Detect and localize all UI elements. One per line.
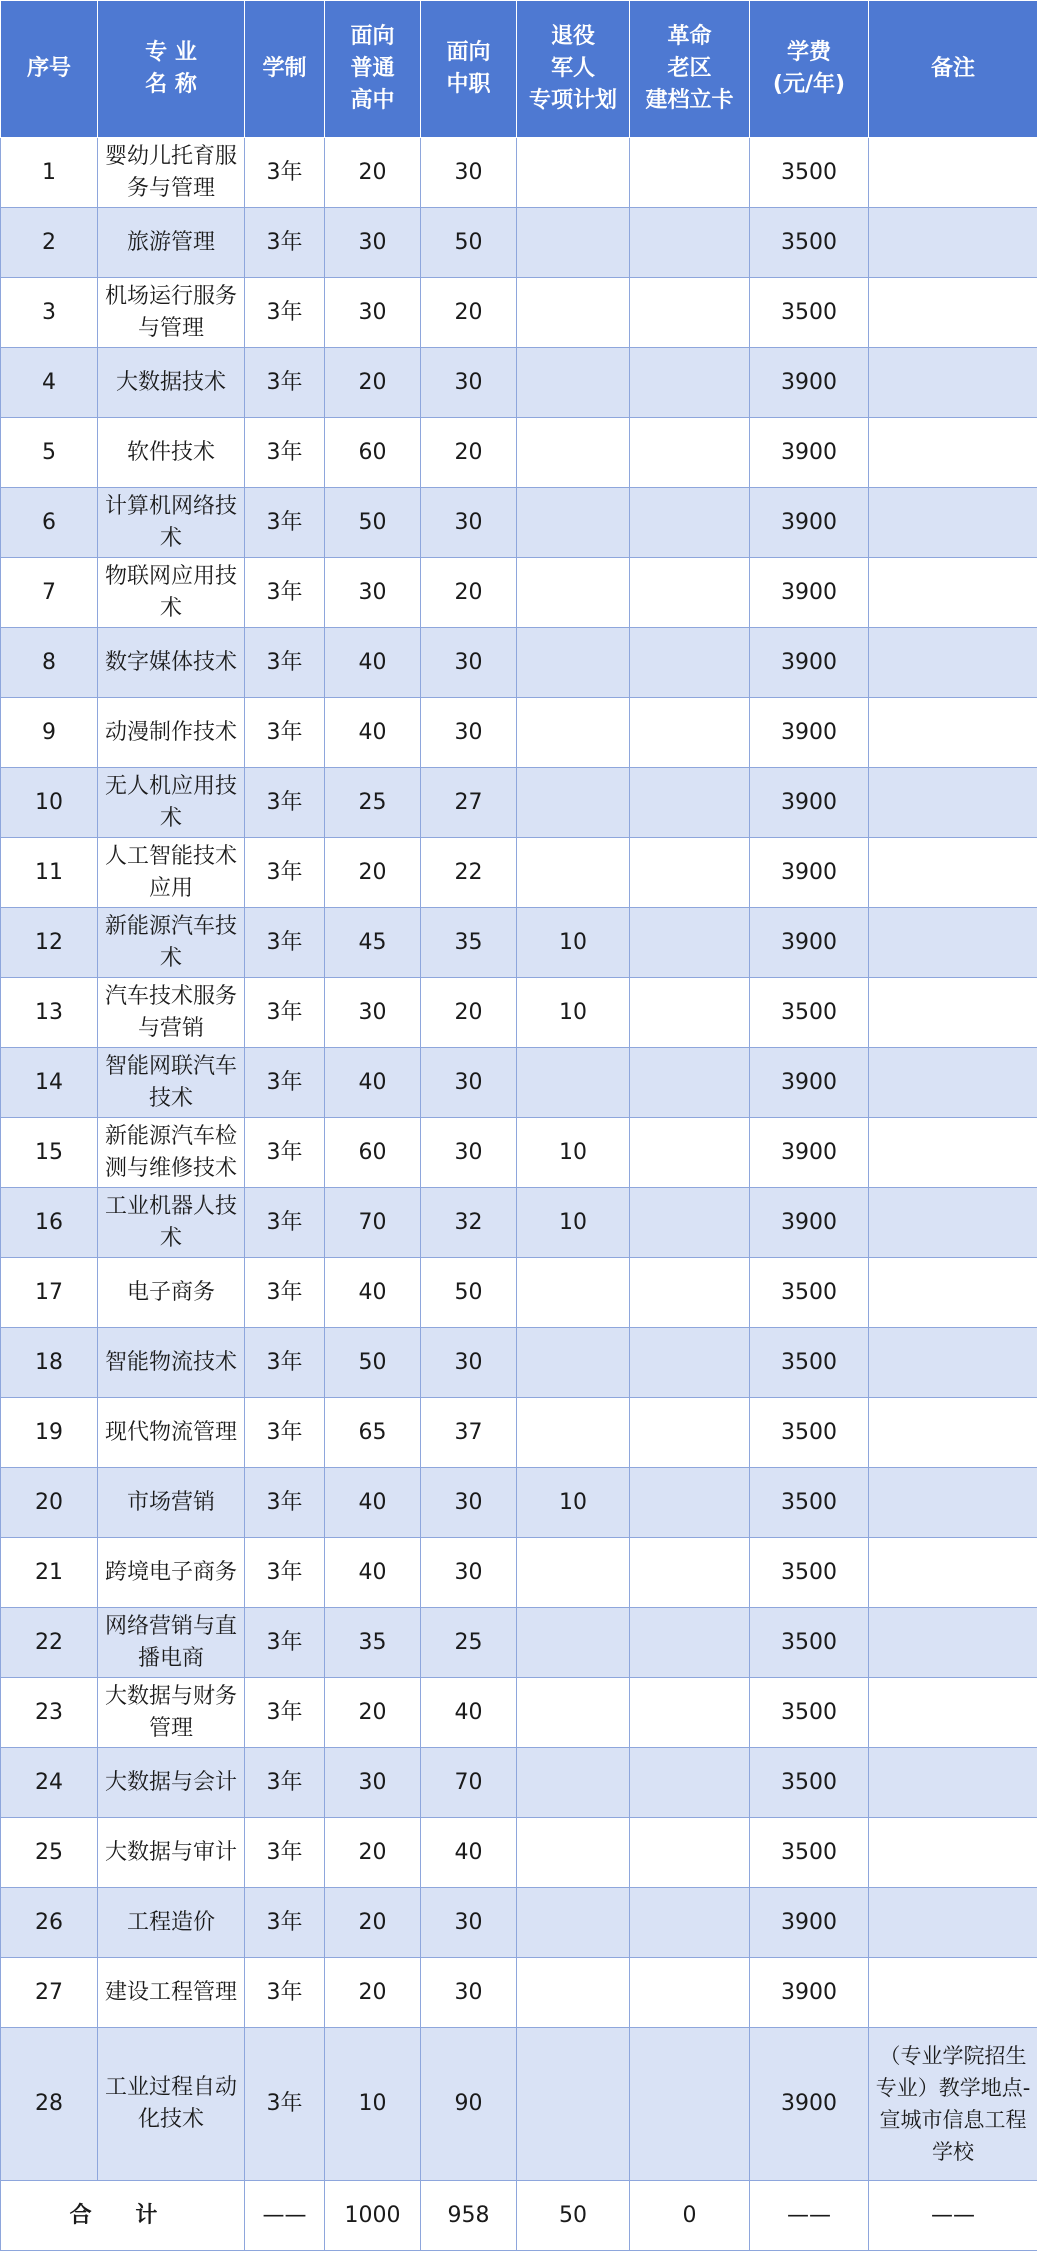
cell-duration: 3年 — [245, 1538, 325, 1608]
cell-note — [869, 1538, 1037, 1608]
cell-vocational: 35 — [421, 908, 517, 978]
cell-seq: 8 — [1, 628, 98, 698]
cell-duration: 3年 — [245, 1118, 325, 1188]
cell-duration: 3年 — [245, 1958, 325, 2028]
cell-revolution — [630, 348, 750, 418]
header-note: 备注 — [869, 1, 1037, 138]
cell-seq: 13 — [1, 978, 98, 1048]
table-row — [1, 1188, 1037, 1258]
cell-revolution — [630, 2028, 750, 2181]
cell-high-school: 30 — [325, 978, 421, 1048]
table-row — [1, 2028, 1037, 2181]
total-duration: —— — [245, 2181, 325, 2251]
cell-vocational: 30 — [421, 1958, 517, 2028]
table-row — [1, 768, 1037, 838]
cell-revolution — [630, 1818, 750, 1888]
cell-major: 婴幼儿托育服务与管理 — [98, 138, 245, 208]
cell-revolution — [630, 1398, 750, 1468]
cell-major: 机场运行服务与管理 — [98, 278, 245, 348]
total-vocational: 958 — [421, 2181, 517, 2251]
cell-duration: 3年 — [245, 348, 325, 418]
table-row — [1, 628, 1037, 698]
header-revolution: 革命 老区 建档立卡 — [630, 1, 750, 138]
cell-seq: 23 — [1, 1678, 98, 1748]
cell-veterans — [517, 1328, 630, 1398]
cell-major: 计算机网络技术 — [98, 488, 245, 558]
cell-veterans — [517, 558, 630, 628]
cell-note — [869, 1398, 1037, 1468]
table-row — [1, 838, 1037, 908]
header-vocational: 面向 中职 — [421, 1, 517, 138]
cell-high-school: 40 — [325, 1258, 421, 1328]
cell-revolution — [630, 1188, 750, 1258]
cell-veterans — [517, 1818, 630, 1888]
table-row — [1, 698, 1037, 768]
cell-revolution — [630, 138, 750, 208]
cell-duration: 3年 — [245, 1888, 325, 1958]
table-row — [1, 1608, 1037, 1678]
cell-high-school: 50 — [325, 488, 421, 558]
cell-seq: 5 — [1, 418, 98, 488]
cell-tuition: 3500 — [750, 208, 869, 278]
cell-revolution — [630, 208, 750, 278]
cell-high-school: 25 — [325, 768, 421, 838]
table-row — [1, 1258, 1037, 1328]
cell-revolution — [630, 1958, 750, 2028]
cell-duration: 3年 — [245, 628, 325, 698]
header-tuition: 学费 (元/年) — [750, 1, 869, 138]
cell-vocational: 20 — [421, 558, 517, 628]
cell-seq: 19 — [1, 1398, 98, 1468]
cell-major: 动漫制作技术 — [98, 698, 245, 768]
cell-veterans: 10 — [517, 978, 630, 1048]
cell-note — [869, 1678, 1037, 1748]
cell-tuition: 3500 — [750, 1818, 869, 1888]
cell-veterans — [517, 138, 630, 208]
cell-tuition: 3900 — [750, 348, 869, 418]
cell-revolution — [630, 1328, 750, 1398]
total-veterans: 50 — [517, 2181, 630, 2251]
cell-tuition: 3900 — [750, 908, 869, 978]
cell-major: 跨境电子商务 — [98, 1538, 245, 1608]
cell-revolution — [630, 1118, 750, 1188]
cell-high-school: 30 — [325, 278, 421, 348]
cell-seq: 4 — [1, 348, 98, 418]
cell-revolution — [630, 908, 750, 978]
cell-seq: 9 — [1, 698, 98, 768]
cell-tuition: 3500 — [750, 1678, 869, 1748]
cell-seq: 22 — [1, 1608, 98, 1678]
cell-veterans — [517, 348, 630, 418]
cell-major: 大数据技术 — [98, 348, 245, 418]
cell-major: 软件技术 — [98, 418, 245, 488]
cell-veterans — [517, 1678, 630, 1748]
cell-high-school: 60 — [325, 418, 421, 488]
cell-seq: 27 — [1, 1958, 98, 2028]
cell-revolution — [630, 1468, 750, 1538]
cell-major: 智能物流技术 — [98, 1328, 245, 1398]
table-row — [1, 978, 1037, 1048]
cell-seq: 12 — [1, 908, 98, 978]
cell-vocational: 20 — [421, 418, 517, 488]
cell-high-school: 70 — [325, 1188, 421, 1258]
table-row — [1, 908, 1037, 978]
total-high-school: 1000 — [325, 2181, 421, 2251]
table-row — [1, 1538, 1037, 1608]
cell-high-school: 50 — [325, 1328, 421, 1398]
cell-vocational: 25 — [421, 1608, 517, 1678]
table-row — [1, 278, 1037, 348]
cell-note — [869, 1818, 1037, 1888]
cell-veterans — [517, 768, 630, 838]
cell-note: （专业学院招生专业）教学地点-宣城市信息工程学校 — [869, 2028, 1037, 2181]
cell-tuition: 3900 — [750, 488, 869, 558]
total-note: —— — [869, 2181, 1037, 2251]
cell-tuition: 3500 — [750, 1328, 869, 1398]
cell-major: 旅游管理 — [98, 208, 245, 278]
cell-veterans — [517, 418, 630, 488]
cell-tuition: 3500 — [750, 138, 869, 208]
table-row — [1, 418, 1037, 488]
cell-note — [869, 138, 1037, 208]
cell-major: 数字媒体技术 — [98, 628, 245, 698]
cell-vocational: 50 — [421, 1258, 517, 1328]
cell-revolution — [630, 978, 750, 1048]
cell-tuition: 3500 — [750, 1468, 869, 1538]
cell-high-school: 20 — [325, 1958, 421, 2028]
cell-major: 新能源汽车检测与维修技术 — [98, 1118, 245, 1188]
cell-revolution — [630, 1048, 750, 1118]
cell-vocational: 30 — [421, 138, 517, 208]
cell-revolution — [630, 1608, 750, 1678]
cell-revolution — [630, 768, 750, 838]
cell-duration: 3年 — [245, 978, 325, 1048]
cell-duration: 3年 — [245, 1258, 325, 1328]
cell-note — [869, 1118, 1037, 1188]
cell-veterans — [517, 1258, 630, 1328]
table-row — [1, 1818, 1037, 1888]
cell-high-school: 40 — [325, 698, 421, 768]
cell-veterans — [517, 1538, 630, 1608]
cell-revolution — [630, 1538, 750, 1608]
table-row — [1, 1048, 1037, 1118]
cell-tuition: 3900 — [750, 1188, 869, 1258]
cell-tuition: 3900 — [750, 1048, 869, 1118]
cell-high-school: 20 — [325, 838, 421, 908]
cell-tuition: 3900 — [750, 1118, 869, 1188]
cell-high-school: 35 — [325, 1608, 421, 1678]
cell-revolution — [630, 628, 750, 698]
cell-duration: 3年 — [245, 1818, 325, 1888]
cell-major: 大数据与财务管理 — [98, 1678, 245, 1748]
cell-revolution — [630, 838, 750, 908]
cell-seq: 15 — [1, 1118, 98, 1188]
cell-seq: 11 — [1, 838, 98, 908]
cell-vocational: 30 — [421, 1048, 517, 1118]
cell-duration: 3年 — [245, 418, 325, 488]
table-row — [1, 1958, 1037, 2028]
cell-high-school: 45 — [325, 908, 421, 978]
cell-vocational: 30 — [421, 628, 517, 698]
cell-vocational: 30 — [421, 1328, 517, 1398]
cell-vocational: 50 — [421, 208, 517, 278]
cell-vocational: 40 — [421, 1678, 517, 1748]
cell-note — [869, 908, 1037, 978]
cell-major: 工业机器人技术 — [98, 1188, 245, 1258]
cell-note — [869, 1048, 1037, 1118]
cell-seq: 21 — [1, 1538, 98, 1608]
table-row — [1, 1328, 1037, 1398]
table-row — [1, 1118, 1037, 1188]
table-row — [1, 558, 1037, 628]
cell-tuition: 3900 — [750, 2028, 869, 2181]
cell-revolution — [630, 1748, 750, 1818]
cell-note — [869, 488, 1037, 558]
cell-high-school: 10 — [325, 2028, 421, 2181]
cell-vocational: 30 — [421, 1468, 517, 1538]
total-label: 合 计 — [1, 2181, 245, 2251]
cell-vocational: 40 — [421, 1818, 517, 1888]
cell-high-school: 30 — [325, 1748, 421, 1818]
cell-tuition: 3900 — [750, 768, 869, 838]
table-row — [1, 488, 1037, 558]
cell-duration: 3年 — [245, 1678, 325, 1748]
cell-seq: 14 — [1, 1048, 98, 1118]
cell-veterans — [517, 1748, 630, 1818]
cell-major: 物联网应用技术 — [98, 558, 245, 628]
cell-vocational: 70 — [421, 1748, 517, 1818]
header-seq: 序号 — [1, 1, 98, 138]
cell-seq: 28 — [1, 2028, 98, 2181]
cell-duration: 3年 — [245, 278, 325, 348]
cell-veterans — [517, 2028, 630, 2181]
cell-duration: 3年 — [245, 698, 325, 768]
cell-seq: 20 — [1, 1468, 98, 1538]
cell-duration: 3年 — [245, 768, 325, 838]
cell-seq: 3 — [1, 278, 98, 348]
cell-high-school: 40 — [325, 1538, 421, 1608]
cell-note — [869, 558, 1037, 628]
table-header-row — [1, 1, 1037, 138]
header-veterans: 退役 军人 专项计划 — [517, 1, 630, 138]
table-row — [1, 1888, 1037, 1958]
cell-duration: 3年 — [245, 558, 325, 628]
cell-major: 电子商务 — [98, 1258, 245, 1328]
table-row — [1, 1748, 1037, 1818]
cell-major: 无人机应用技术 — [98, 768, 245, 838]
cell-seq: 16 — [1, 1188, 98, 1258]
cell-major: 大数据与审计 — [98, 1818, 245, 1888]
cell-seq: 17 — [1, 1258, 98, 1328]
cell-seq: 24 — [1, 1748, 98, 1818]
total-row — [1, 2181, 1037, 2251]
cell-vocational: 30 — [421, 1118, 517, 1188]
cell-note — [869, 978, 1037, 1048]
cell-duration: 3年 — [245, 1048, 325, 1118]
cell-revolution — [630, 488, 750, 558]
cell-seq: 1 — [1, 138, 98, 208]
cell-major: 建设工程管理 — [98, 1958, 245, 2028]
cell-high-school: 30 — [325, 208, 421, 278]
cell-high-school: 20 — [325, 348, 421, 418]
cell-veterans — [517, 1048, 630, 1118]
cell-revolution — [630, 558, 750, 628]
cell-major: 网络营销与直播电商 — [98, 1608, 245, 1678]
cell-note — [869, 1468, 1037, 1538]
cell-veterans — [517, 1958, 630, 2028]
cell-tuition: 3500 — [750, 978, 869, 1048]
cell-vocational: 37 — [421, 1398, 517, 1468]
table-row — [1, 1468, 1037, 1538]
cell-duration: 3年 — [245, 908, 325, 978]
cell-major: 工业过程自动化技术 — [98, 2028, 245, 2181]
cell-vocational: 32 — [421, 1188, 517, 1258]
table-row — [1, 138, 1037, 208]
cell-veterans: 10 — [517, 1188, 630, 1258]
cell-high-school: 20 — [325, 138, 421, 208]
cell-veterans: 10 — [517, 908, 630, 978]
cell-note — [869, 628, 1037, 698]
cell-high-school: 40 — [325, 1468, 421, 1538]
cell-seq: 7 — [1, 558, 98, 628]
cell-tuition: 3900 — [750, 558, 869, 628]
cell-tuition: 3900 — [750, 838, 869, 908]
cell-duration: 3年 — [245, 1748, 325, 1818]
cell-veterans — [517, 208, 630, 278]
cell-tuition: 3500 — [750, 278, 869, 348]
cell-duration: 3年 — [245, 2028, 325, 2181]
header-duration: 学制 — [245, 1, 325, 138]
cell-tuition: 3500 — [750, 1538, 869, 1608]
cell-vocational: 20 — [421, 978, 517, 1048]
cell-duration: 3年 — [245, 1328, 325, 1398]
cell-veterans — [517, 1888, 630, 1958]
cell-note — [869, 1258, 1037, 1328]
cell-high-school: 20 — [325, 1678, 421, 1748]
cell-veterans: 10 — [517, 1118, 630, 1188]
cell-tuition: 3900 — [750, 698, 869, 768]
cell-note — [869, 278, 1037, 348]
cell-major: 市场营销 — [98, 1468, 245, 1538]
cell-note — [869, 1188, 1037, 1258]
cell-note — [869, 1608, 1037, 1678]
cell-vocational: 22 — [421, 838, 517, 908]
cell-note — [869, 768, 1037, 838]
table-row — [1, 348, 1037, 418]
cell-seq: 25 — [1, 1818, 98, 1888]
cell-revolution — [630, 278, 750, 348]
cell-duration: 3年 — [245, 1608, 325, 1678]
cell-duration: 3年 — [245, 208, 325, 278]
cell-major: 智能网联汽车技术 — [98, 1048, 245, 1118]
cell-major: 大数据与会计 — [98, 1748, 245, 1818]
cell-tuition: 3900 — [750, 418, 869, 488]
cell-veterans — [517, 838, 630, 908]
cell-tuition: 3500 — [750, 1398, 869, 1468]
cell-veterans — [517, 1608, 630, 1678]
cell-duration: 3年 — [245, 1188, 325, 1258]
cell-note — [869, 1328, 1037, 1398]
cell-revolution — [630, 418, 750, 488]
cell-high-school: 40 — [325, 628, 421, 698]
cell-revolution — [630, 1678, 750, 1748]
total-tuition: —— — [750, 2181, 869, 2251]
table-row — [1, 1398, 1037, 1468]
cell-tuition: 3500 — [750, 1608, 869, 1678]
cell-duration: 3年 — [245, 488, 325, 558]
cell-note — [869, 418, 1037, 488]
cell-veterans — [517, 698, 630, 768]
cell-seq: 26 — [1, 1888, 98, 1958]
total-revolution: 0 — [630, 2181, 750, 2251]
cell-note — [869, 1748, 1037, 1818]
cell-note — [869, 208, 1037, 278]
cell-tuition: 3900 — [750, 628, 869, 698]
cell-revolution — [630, 1258, 750, 1328]
cell-vocational: 30 — [421, 348, 517, 418]
cell-vocational: 30 — [421, 1888, 517, 1958]
cell-note — [869, 698, 1037, 768]
cell-high-school: 30 — [325, 558, 421, 628]
cell-vocational: 27 — [421, 768, 517, 838]
cell-high-school: 60 — [325, 1118, 421, 1188]
cell-high-school: 40 — [325, 1048, 421, 1118]
cell-major: 人工智能技术应用 — [98, 838, 245, 908]
cell-seq: 18 — [1, 1328, 98, 1398]
cell-vocational: 30 — [421, 1538, 517, 1608]
cell-seq: 6 — [1, 488, 98, 558]
cell-veterans — [517, 628, 630, 698]
cell-major: 汽车技术服务与营销 — [98, 978, 245, 1048]
cell-seq: 10 — [1, 768, 98, 838]
cell-tuition: 3500 — [750, 1748, 869, 1818]
cell-high-school: 20 — [325, 1818, 421, 1888]
cell-seq: 2 — [1, 208, 98, 278]
cell-veterans — [517, 488, 630, 558]
cell-duration: 3年 — [245, 138, 325, 208]
cell-duration: 3年 — [245, 838, 325, 908]
cell-note — [869, 348, 1037, 418]
cell-note — [869, 1888, 1037, 1958]
cell-tuition: 3900 — [750, 1888, 869, 1958]
cell-vocational: 30 — [421, 698, 517, 768]
cell-vocational: 30 — [421, 488, 517, 558]
cell-tuition: 3900 — [750, 1958, 869, 2028]
header-high-school: 面向 普通 高中 — [325, 1, 421, 138]
cell-major: 工程造价 — [98, 1888, 245, 1958]
cell-major: 新能源汽车技术 — [98, 908, 245, 978]
cell-high-school: 20 — [325, 1888, 421, 1958]
cell-veterans — [517, 1398, 630, 1468]
table-row — [1, 1678, 1037, 1748]
cell-revolution — [630, 1888, 750, 1958]
cell-vocational: 90 — [421, 2028, 517, 2181]
cell-duration: 3年 — [245, 1398, 325, 1468]
cell-revolution — [630, 698, 750, 768]
cell-high-school: 65 — [325, 1398, 421, 1468]
cell-duration: 3年 — [245, 1468, 325, 1538]
cell-major: 现代物流管理 — [98, 1398, 245, 1468]
cell-tuition: 3500 — [750, 1258, 869, 1328]
cell-note — [869, 1958, 1037, 2028]
cell-vocational: 20 — [421, 278, 517, 348]
cell-veterans: 10 — [517, 1468, 630, 1538]
cell-note — [869, 838, 1037, 908]
header-major: 专 业 名 称 — [98, 1, 245, 138]
table-row — [1, 208, 1037, 278]
cell-veterans — [517, 278, 630, 348]
